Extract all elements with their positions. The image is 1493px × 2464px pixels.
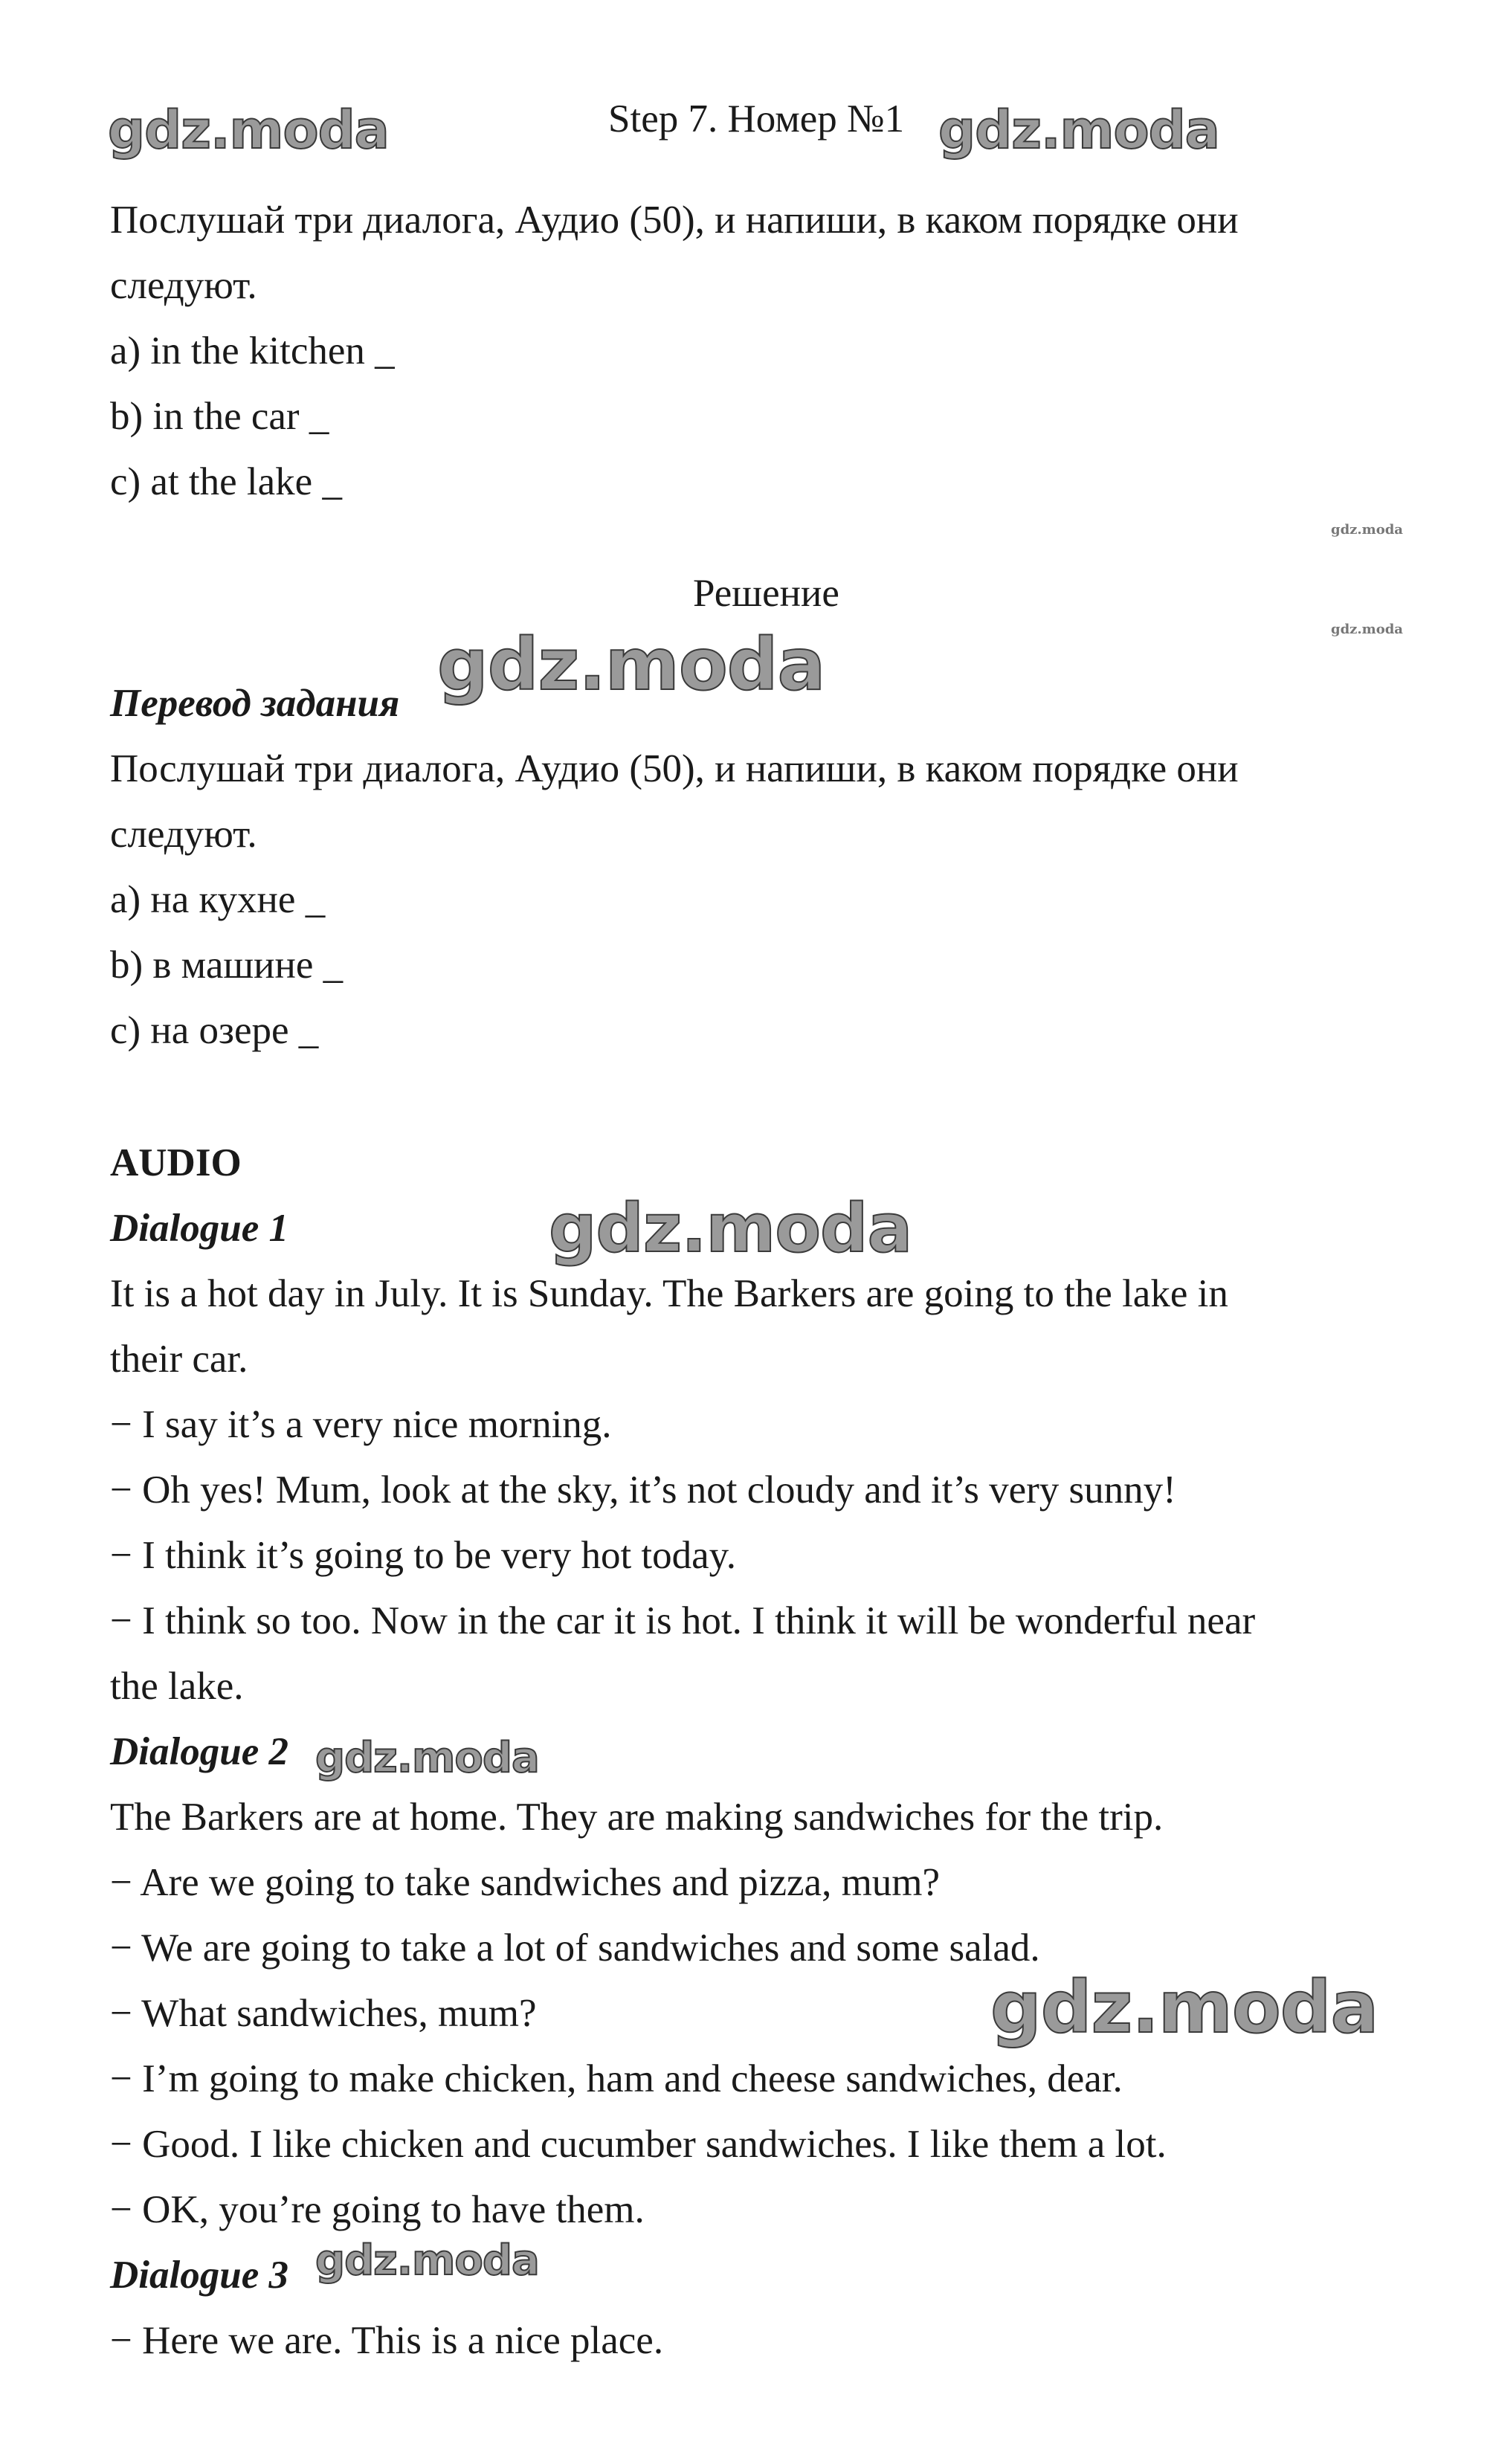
translation-text: Послушай три диалога, Аудио (50), и напиши, в каком порядке они bbox=[110, 747, 1239, 790]
task-option: c) at the lake _ bbox=[110, 460, 342, 503]
watermark-logo: gdz.moda bbox=[315, 1734, 539, 1782]
translation-option: b) в машине _ bbox=[110, 944, 344, 987]
dialogue-title: Dialogue 2 bbox=[110, 1730, 288, 1773]
dialogue-line: − Are we going to take sandwiches and pizza, mum? bbox=[110, 1861, 941, 1904]
translation-option: a) на кухне _ bbox=[110, 878, 326, 921]
task-text: Послушай три диалога, Аудио (50), и напиши, в каком порядке они bbox=[110, 199, 1239, 242]
dialogue-line: their car. bbox=[110, 1338, 248, 1381]
dialogue-line: the lake. bbox=[110, 1665, 244, 1708]
watermark-logo: gdz.moda bbox=[990, 1966, 1378, 2049]
dialogue-line: − Good. I like chicken and cucumber sandwiches. I like them a lot. bbox=[110, 2123, 1167, 2166]
dialogue-line: − We are going to take a lot of sandwiches and some salad. bbox=[110, 1926, 1040, 1970]
task-text: следуют. bbox=[110, 264, 257, 307]
dialogue-line: The Barkers are at home. They are making sandwiches for the trip. bbox=[110, 1796, 1164, 1839]
dialogue-line: − I think it’s going to be very hot today. bbox=[110, 1534, 736, 1577]
dialogue-title: Dialogue 1 bbox=[110, 1207, 288, 1250]
dialogue-line: − I’m going to make chicken, ham and cheese sandwiches, dear. bbox=[110, 2057, 1123, 2100]
translation-option: c) на озере _ bbox=[110, 1009, 319, 1052]
dialogue-line: − I say it’s a very nice morning. bbox=[110, 1403, 612, 1446]
watermark-logo: gdz.moda bbox=[938, 100, 1219, 161]
watermark-logo: gdz.moda bbox=[549, 1190, 912, 1268]
solution-heading: Решение bbox=[693, 572, 839, 615]
dialogue-line: − Oh yes! Mum, look at the sky, it’s not cloudy and it’s very sunny! bbox=[110, 1468, 1176, 1512]
dialogue-title: Dialogue 3 bbox=[110, 2254, 288, 2297]
translation-text: следуют. bbox=[110, 813, 257, 856]
task-option: b) in the car _ bbox=[110, 395, 329, 438]
task-option: a) in the kitchen _ bbox=[110, 329, 395, 372]
watermark-logo: gdz.moda bbox=[437, 623, 825, 706]
dialogue-line: − Here we are. This is a nice place. bbox=[110, 2319, 664, 2362]
translation-heading: Перевод задания bbox=[110, 682, 400, 725]
dialogue-line: − OK, you’re going to have them. bbox=[110, 2188, 645, 2231]
audio-heading: AUDIO bbox=[110, 1141, 242, 1184]
watermark-logo: gdz.moda bbox=[1331, 622, 1403, 637]
watermark-logo: gdz.moda bbox=[108, 100, 389, 161]
watermark-logo: gdz.moda bbox=[1331, 522, 1403, 538]
dialogue-line: − I think so too. Now in the car it is hot. I think it will be wonderful near bbox=[110, 1599, 1256, 1642]
page-title: Step 7. Номер №1 bbox=[608, 97, 905, 141]
watermark-logo: gdz.moda bbox=[315, 2236, 539, 2285]
dialogue-line: It is a hot day in July. It is Sunday. The Barkers are going to the lake in bbox=[110, 1272, 1228, 1315]
dialogue-line: − What sandwiches, mum? bbox=[110, 1992, 537, 2035]
